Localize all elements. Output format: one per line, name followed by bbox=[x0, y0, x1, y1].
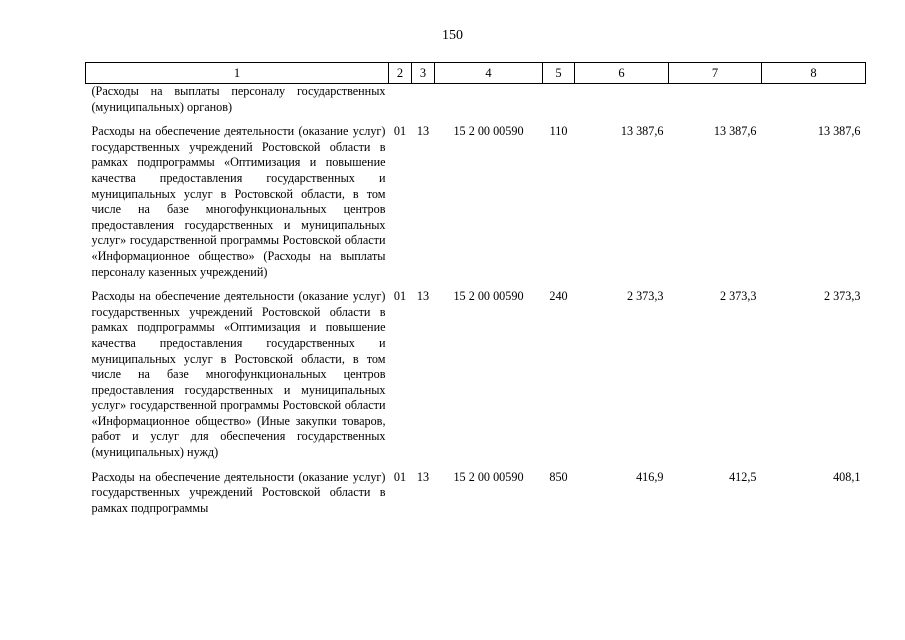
table-row bbox=[86, 470, 866, 526]
row-target-item: 15 2 00 00590 bbox=[453, 469, 524, 484]
row-expense-type: 240 bbox=[549, 289, 568, 304]
row-amount-col7 bbox=[669, 84, 762, 125]
row-subsection: 13 bbox=[416, 124, 430, 139]
row-section: 01 bbox=[393, 289, 407, 304]
row-expense-type bbox=[543, 84, 575, 125]
row-description: Расходы на обеспечение деятельности (оказание услуг) государственных учреждений Ростовской области в рамках подпрограммы «Оптимизация и повышение качества предоставления государственных и муниципальных услуг в Ростовской области, в том числе на базе многофункциональных центров предоставления государственных и муниципальных услуг» государственной программы Ростовской области «Информационное общество» (Расходы на выплаты персоналу казенных учреждений) bbox=[91, 124, 386, 279]
budget-table bbox=[85, 62, 866, 525]
row-subsection: 13 bbox=[416, 289, 430, 304]
row-target-item: 15 2 00 00590 bbox=[453, 124, 524, 139]
table-row bbox=[86, 289, 866, 470]
row-amount-col8: 408,1 bbox=[833, 469, 861, 484]
row-section: 01 bbox=[393, 469, 407, 484]
col-header-7: 7 bbox=[669, 63, 762, 84]
row-amount-col7: 13 387,6 bbox=[713, 124, 757, 139]
row-amount-col6: 2 373,3 bbox=[626, 289, 664, 304]
col-header-6: 6 bbox=[575, 63, 669, 84]
row-amount-col6 bbox=[575, 84, 669, 125]
row-description: Расходы на обеспечение деятельности (оказание услуг) государственных учреждений Ростовской области в рамках подпрограммы bbox=[91, 469, 386, 515]
col-header-8: 8 bbox=[762, 63, 866, 84]
row-description: (Расходы на выплаты персоналу государственных (муниципальных) органов) bbox=[91, 84, 386, 114]
row-target-item: 15 2 00 00590 bbox=[453, 289, 524, 304]
row-amount-col7: 412,5 bbox=[729, 469, 757, 484]
row-amount-col6: 416,9 bbox=[636, 469, 664, 484]
table-row bbox=[86, 124, 866, 289]
row-section: 01 bbox=[393, 124, 407, 139]
col-header-5: 5 bbox=[543, 63, 575, 84]
col-header-1: 1 bbox=[86, 63, 389, 84]
row-amount-col6: 13 387,6 bbox=[620, 124, 664, 139]
table-row bbox=[86, 84, 866, 125]
col-header-3: 3 bbox=[412, 63, 435, 84]
col-header-4: 4 bbox=[435, 63, 543, 84]
page-number: 150 bbox=[442, 28, 463, 43]
row-target-item bbox=[435, 84, 543, 125]
table-header bbox=[86, 63, 866, 84]
row-expense-type: 110 bbox=[549, 124, 568, 139]
row-section bbox=[389, 84, 412, 125]
row-subsection: 13 bbox=[416, 469, 430, 484]
row-amount-col8 bbox=[762, 84, 866, 125]
row-amount-col7: 2 373,3 bbox=[719, 289, 757, 304]
col-header-2: 2 bbox=[389, 63, 412, 84]
row-description: Расходы на обеспечение деятельности (оказание услуг) государственных учреждений Ростовской области в рамках подпрограммы «Оптимизация и повышение качества предоставления государственных и муниципальных услуг в Ростовской области, в том числе на базе многофункциональных центров предоставления государственных и муниципальных услуг» государственной программы Ростовской области «Информационное общество» (Иные закупки товаров, работ и услуг для обеспечения государственных (муниципальных) нужд) bbox=[91, 289, 386, 460]
row-subsection bbox=[412, 84, 435, 125]
row-amount-col8: 13 387,6 bbox=[817, 124, 861, 139]
row-expense-type: 850 bbox=[549, 469, 568, 484]
row-amount-col8: 2 373,3 bbox=[823, 289, 861, 304]
